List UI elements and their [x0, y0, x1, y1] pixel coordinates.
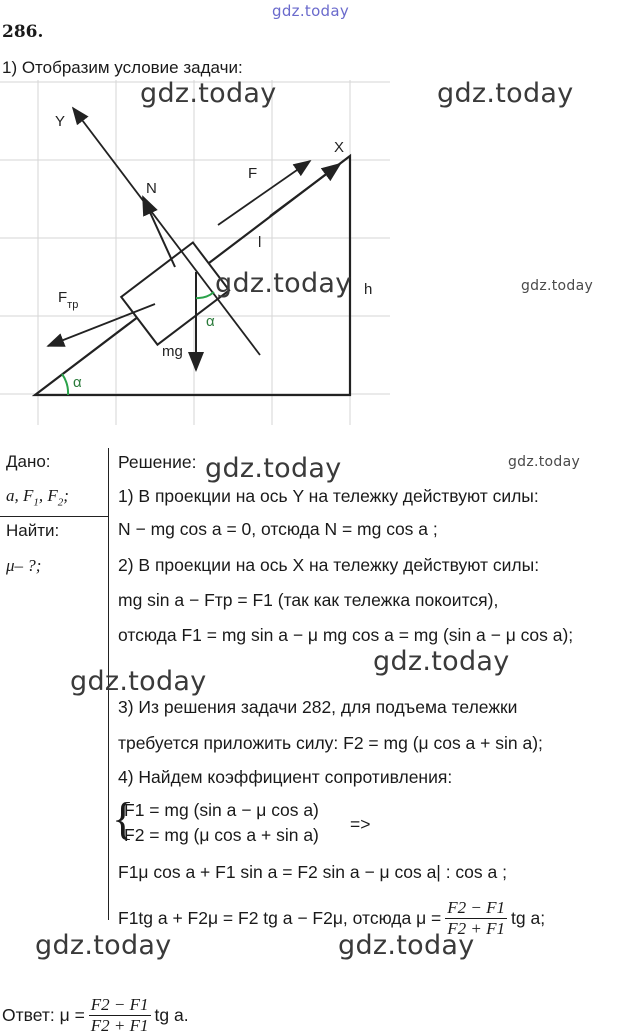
watermark-2: gdz.today	[437, 78, 574, 109]
force-f-arrow	[218, 161, 310, 225]
solution-line1: 1) В проекции на ось Y на тележку действуют силы:	[118, 486, 539, 506]
solution-line5: отсюда F1 = mg sin a − μ mg cos a = mg (sin a − μ cos a);	[118, 625, 574, 645]
given-header: Дано:	[6, 452, 51, 471]
solution-line7: требуется приложить силу: F2 = mg (μ cos a + sin a);	[118, 733, 543, 753]
label-y: Y	[55, 113, 66, 130]
label-h: h	[364, 281, 373, 298]
watermark-6: gdz.today	[508, 454, 581, 470]
watermark-8: gdz.today	[70, 666, 207, 697]
label-alpha-top: α	[206, 313, 215, 330]
solution-line8: 4) Найдем коэффициент сопротивления:	[118, 767, 453, 787]
watermark-top: gdz.today	[272, 2, 350, 20]
solution-line3: 2) В проекции на ось X на тележку действуют силы:	[118, 555, 540, 575]
solution-header: Решение:	[118, 452, 197, 472]
find-value: μ– ?;	[6, 556, 42, 575]
solution-line10	[118, 898, 545, 938]
watermark-10: gdz.today	[338, 930, 475, 961]
result-denominator: F2 + F1	[447, 918, 506, 938]
solution-line2: N − mg cos a = 0, отсюда N = mg cos a ;	[118, 519, 438, 539]
system-eq1: F1 = mg (sin a − μ cos a)	[124, 800, 319, 820]
force-diagram	[0, 80, 400, 430]
line10-pre: F1tg a + F2μ = F2 tg a − F2μ, отсюда μ =	[118, 907, 442, 928]
solution-line6: 3) Из решения задачи 282, для подъема тележки	[118, 697, 518, 717]
answer-numerator: F2 − F1	[90, 995, 149, 1014]
friction-arrow	[48, 304, 155, 346]
watermark-1: gdz.today	[140, 78, 277, 109]
table-horizontal-rule	[0, 516, 108, 517]
x-axis-arrow	[270, 164, 340, 216]
step1-text: 1) Отобразим условие задачи:	[2, 58, 243, 77]
angle-arc-base	[62, 374, 68, 395]
answer-label: Ответ: μ =	[2, 1004, 85, 1025]
watermark-3: gdz.today	[215, 268, 352, 299]
find-header: Найти:	[6, 521, 60, 540]
watermark-9: gdz.today	[35, 930, 172, 961]
answer-fraction	[89, 995, 151, 1035]
watermark-4: gdz.today	[521, 278, 594, 294]
given-values: a, $F_1$, $F_2$;	[6, 486, 69, 509]
system-brace: {	[112, 793, 135, 844]
label-alpha-base: α	[73, 374, 82, 391]
label-x: X	[334, 139, 345, 156]
result-numerator: F2 − F1	[447, 898, 506, 917]
answer-denominator: F2 + F1	[90, 1015, 149, 1035]
label-n: N	[146, 180, 157, 197]
answer-post: tg a.	[154, 1004, 189, 1025]
solution-line9: F1μ cos a + F1 sin a = F2 sin a − μ cos a| : cos a ;	[118, 862, 507, 882]
line10-post: tg a;	[511, 907, 546, 928]
label-f: F	[248, 165, 258, 182]
normal-arrow	[143, 197, 175, 267]
label-l: l	[258, 234, 262, 251]
label-ftr: $F_{тр}$	[58, 289, 79, 311]
label-mg: mg	[162, 343, 183, 360]
answer-line	[2, 995, 189, 1035]
solution-line4: mg sin a − Fтр = F1 (так как тележка покоится),	[118, 590, 499, 610]
watermark-5: gdz.today	[205, 453, 342, 484]
watermark-7: gdz.today	[373, 646, 510, 677]
system-eq2: F2 = mg (μ cos a + sin a)	[124, 825, 319, 845]
problem-number: 286.	[2, 22, 44, 42]
system-arrow: =>	[350, 814, 371, 834]
